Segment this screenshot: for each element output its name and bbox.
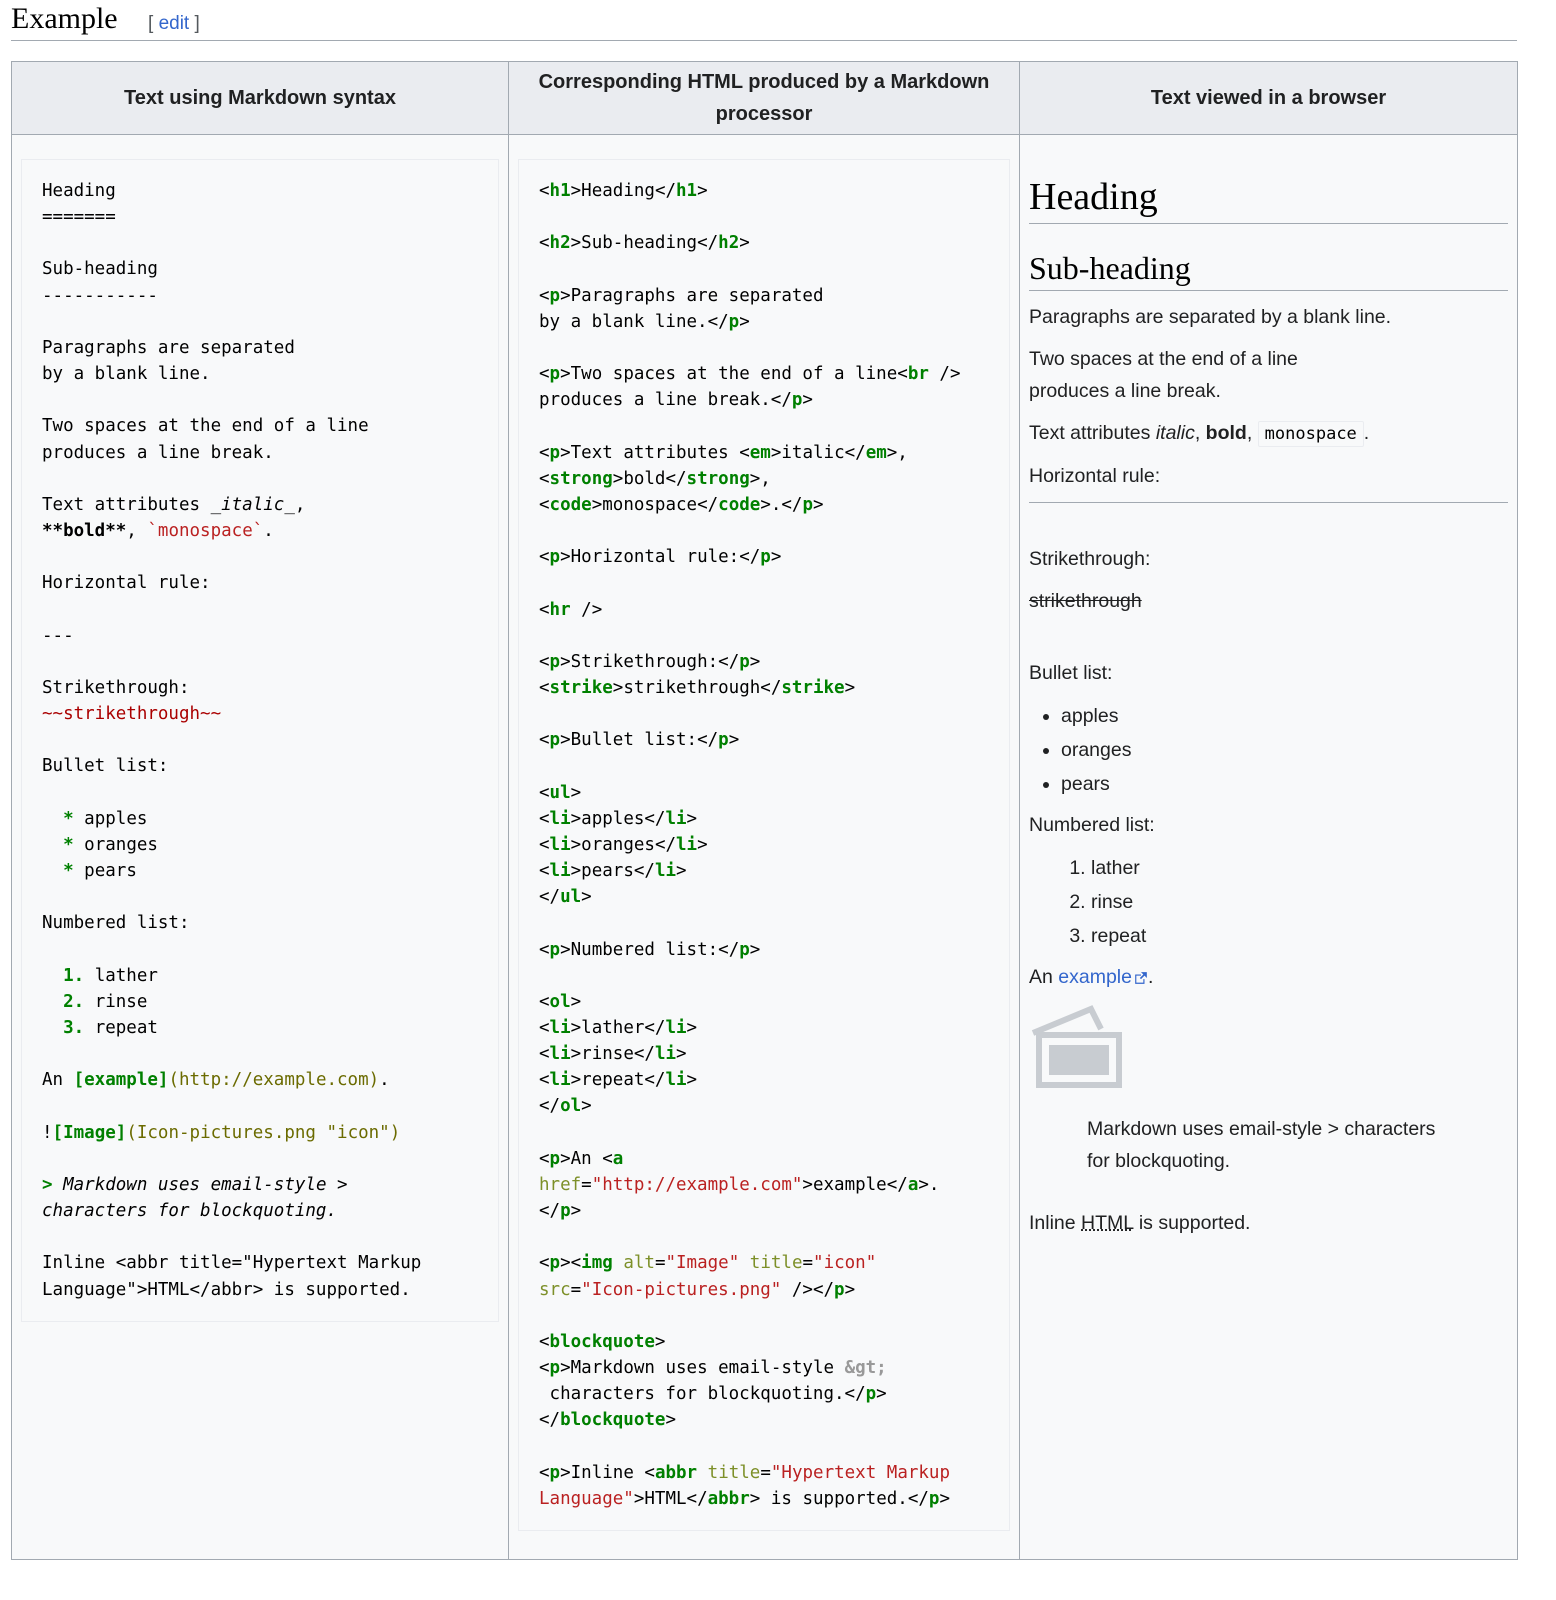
md-para2-line1: Two spaces at the end of a line — [42, 416, 369, 437]
md-bullet-item: apples — [84, 808, 148, 829]
md-hr-syntax: --- — [42, 625, 74, 646]
header-row — [12, 62, 1518, 135]
rendered-link-paragraph — [1029, 961, 1508, 993]
rendered-attr-bold: bold — [1205, 422, 1247, 444]
md-para1-line2: by a blank line. — [42, 364, 211, 385]
html-p1-line2: by a blank line. — [539, 311, 708, 332]
edit-link[interactable]: edit — [158, 13, 190, 34]
md-bullet-item: pears — [84, 861, 137, 882]
md-attr-end: . — [263, 521, 274, 542]
html-code-block: <h1>Heading</h1> <h2>Sub-heading</h2> <p>Paragraphs are separated by a blank line.</p> <p>Two spaces at the end of a line<br /> produces a line break.</p> <p>Text attributes <em>italic</em>, <strong>bold</strong>, <code>monospace</code>.</p> <p>Horizontal rule:</p> <hr /> <p>Strikethrough:</p> <strike>strikethrough</strike> <p>Bullet list:</p> <ul> <li>apples</li> <li>oranges</li> <li>pears</li> </ul> <p>Numbered list:</p> <ol> <li>lather</li> <li>rinse</li> <li>repeat</li> </ol> <p>An <a href="http://example.com">example</a>. </p> <p><img alt="Image" title="icon" src="Icon-pictures.png" /></p> <blockquote> <p>Markdown uses email-style &gt; characters for blockquoting.</p> </blockquote> <p>Inline <abbr title="Hypertext Markup Language">HTML</abbr> is supported.</p> — [518, 159, 1010, 1531]
header-html: Corresponding HTML produced by a Markdown processor — [509, 62, 1020, 135]
rendered-inline-html — [1029, 1207, 1508, 1239]
list-item: 1. lather — [1091, 851, 1508, 885]
rendered-para2 — [1029, 343, 1508, 407]
rendered-bullet-label: Bullet list: — [1029, 662, 1113, 684]
md-strike-label: Strikethrough: — [42, 677, 190, 698]
md-bullet-marker: * — [63, 861, 74, 882]
rendered-para2-line1: Two spaces at the end of a line — [1029, 348, 1298, 370]
html-inline-prefix: Inline — [570, 1462, 645, 1483]
html-p2-line1: Two spaces at the end of a line — [570, 364, 898, 385]
html-bullet-item: pears — [581, 861, 634, 882]
rendered-cell — [1020, 135, 1518, 1560]
rendered-blockquote — [1087, 1113, 1508, 1177]
rendered-attr-italic: italic — [1155, 422, 1195, 444]
markdown-code-block — [21, 159, 499, 1322]
html-numbered-item: repeat — [581, 1070, 645, 1091]
pictures-icon — [1029, 1003, 1125, 1093]
html-link-prefix: An — [570, 1148, 603, 1169]
md-image-src: (Icon-pictures.png "icon") — [126, 1122, 401, 1143]
html-quote-line2: characters for blockquoting. — [539, 1384, 845, 1405]
markdown-cell — [12, 135, 509, 1560]
md-inline-line2: Language">HTML</abbr> is supported. — [42, 1279, 411, 1300]
html-p1-line1: Paragraphs are separated — [570, 285, 824, 306]
md-heading-underline: ======= — [42, 207, 116, 228]
md-numbered-item: rinse — [94, 991, 148, 1012]
edit-section — [148, 13, 200, 35]
html-img-alt: "Image" — [665, 1253, 740, 1274]
md-numbered-marker: 3. — [63, 1018, 85, 1038]
rendered-attributes — [1029, 417, 1508, 450]
rendered-link-text: example — [1058, 966, 1132, 988]
rendered-strike-text: strikethrough — [1029, 590, 1142, 612]
html-abbr-text: HTML — [644, 1488, 687, 1509]
md-bullet-marker: * — [63, 834, 74, 855]
rendered-inline-prefix: Inline — [1029, 1212, 1082, 1234]
list-item: • oranges — [1061, 733, 1508, 767]
html-numbered-item: rinse — [581, 1044, 634, 1065]
html-attr-text: Text attributes — [570, 442, 740, 463]
rendered-abbr[interactable]: HTML — [1081, 1212, 1134, 1234]
list-item: • pears — [1061, 767, 1508, 801]
rendered-inline-suffix: is supported. — [1133, 1212, 1251, 1234]
html-bullet-item: oranges — [581, 834, 655, 855]
rendered-numbered-label: Numbered list: — [1029, 814, 1155, 836]
html-h1-text: Heading — [581, 181, 655, 201]
rendered-link-suffix: . — [1148, 966, 1154, 988]
html-img-title: "icon" — [813, 1253, 877, 1274]
rendered-attr-end: . — [1363, 422, 1370, 444]
md-numbered-label: Numbered list: — [42, 913, 190, 934]
md-quote-marker: > — [42, 1174, 53, 1195]
html-quote-entity: &gt; — [844, 1358, 887, 1379]
md-attr-comma: , — [294, 494, 306, 515]
rendered-quote-line2: for blockquoting. — [1087, 1150, 1231, 1172]
md-hr-label: Horizontal rule: — [42, 573, 211, 594]
rendered-heading: Heading — [1029, 175, 1508, 224]
html-strike-label: Strikethrough: — [570, 651, 719, 672]
rendered-para1: Paragraphs are separated by a blank line. — [1029, 306, 1392, 328]
md-numbered-item: lather — [94, 965, 158, 986]
html-cell — [509, 135, 1020, 1560]
rendered-para2-line2: produces a line break. — [1029, 380, 1221, 402]
md-heading: Heading — [42, 181, 116, 201]
md-attr-sep: , — [126, 521, 148, 542]
rendered-quote-paragraph — [1087, 1113, 1508, 1177]
rendered-numbered-list — [1029, 851, 1508, 953]
header-markdown: Text using Markdown syntax — [12, 62, 509, 135]
content-row — [12, 135, 1518, 1560]
md-bullet-item: oranges — [84, 834, 158, 855]
html-abbr-title-line1: "Hypertext Markup — [770, 1462, 951, 1483]
html-numbered-label: Numbered list: — [570, 939, 719, 960]
header-browser: Text viewed in a browser — [1020, 62, 1518, 135]
rendered-strike-label: Strikethrough: — [1029, 548, 1151, 570]
comparison-table — [11, 61, 1518, 1560]
rendered-quote-line1: Markdown uses email-style > characters — [1087, 1118, 1436, 1140]
html-h2-text: Sub-heading — [581, 233, 698, 254]
md-bullet-label: Bullet list: — [42, 756, 169, 777]
list-item: • apples — [1061, 699, 1508, 733]
md-link-text: [example] — [73, 1070, 169, 1091]
md-numbered-marker: 1. — [63, 965, 85, 986]
rendered-attr-sep1: , — [1194, 422, 1206, 444]
rendered-attr-text: Text attributes — [1029, 422, 1156, 444]
list-item: 2. rinse — [1091, 885, 1508, 919]
html-inline-suffix: is supported. — [760, 1488, 908, 1509]
html-attr-mono: monospace — [602, 494, 698, 515]
html-strike-text: strikethrough — [623, 677, 761, 698]
md-link-prefix: An — [42, 1070, 74, 1091]
md-subheading: Sub-heading — [42, 259, 158, 280]
md-attr-italic: _italic_ — [210, 494, 295, 515]
list-item: 3. repeat — [1091, 919, 1508, 953]
md-numbered-item: repeat — [94, 1018, 158, 1038]
rendered-attr-mono: monospace — [1258, 421, 1364, 447]
md-para2-line2: produces a line break. — [42, 442, 274, 463]
md-attr-mono: `monospace` — [147, 521, 264, 542]
md-quote-line2: characters for blockquoting. — [42, 1201, 338, 1222]
rendered-output — [1020, 135, 1517, 1239]
md-strike-syntax: ~~strikethrough~~ — [42, 704, 222, 725]
md-numbered-marker: 2. — [63, 991, 85, 1012]
md-quote-line1: Markdown uses email-style > — [52, 1174, 348, 1195]
edit-bracket-open: [ — [148, 13, 154, 34]
html-p2-line2: produces a line break. — [539, 390, 771, 411]
external-link-icon — [1134, 971, 1148, 985]
html-numbered-item: lather — [581, 1018, 645, 1038]
html-quote-line1: Markdown uses email-style — [570, 1358, 845, 1379]
rendered-example-link[interactable] — [1058, 966, 1148, 988]
html-attr-bold: bold — [623, 468, 666, 489]
md-image-bang: ! — [42, 1122, 53, 1143]
rendered-bullet-list — [1029, 699, 1508, 801]
rendered-subheading: Sub-heading — [1029, 250, 1508, 291]
html-hr-label: Horizontal rule: — [570, 547, 740, 568]
rendered-horizontal-rule — [1029, 502, 1508, 503]
html-bullet-label: Bullet list: — [570, 730, 698, 751]
md-attr-bold: **bold** — [42, 521, 127, 542]
rendered-hr-label: Horizontal rule: — [1029, 465, 1161, 487]
section-header — [11, 0, 1517, 41]
html-attr-italic: italic — [781, 442, 845, 463]
md-para1-line1: Paragraphs are separated — [42, 337, 295, 358]
html-img-src: "Icon-pictures.png" — [581, 1279, 782, 1300]
md-image-alt: [Image] — [52, 1122, 127, 1143]
section-title: Example — [11, 2, 118, 35]
md-inline-line1: Inline <abbr title="Hypertext Markup — [42, 1253, 422, 1274]
md-bullet-marker: * — [63, 808, 74, 829]
html-link-href: "http://example.com" — [591, 1174, 803, 1195]
md-link-url: (http://example.com) — [168, 1070, 380, 1091]
rendered-strike-paragraph — [1029, 585, 1508, 617]
md-attr-text: Text attributes — [42, 494, 211, 515]
rendered-link-prefix: An — [1029, 966, 1059, 988]
md-link-suffix: . — [379, 1070, 390, 1091]
html-bullet-item: apples — [581, 808, 645, 829]
rendered-attr-sep2: , — [1246, 422, 1258, 444]
edit-bracket-close: ] — [194, 13, 200, 34]
html-abbr-title-line2: Language" — [539, 1488, 634, 1509]
md-subheading-underline: ----------- — [42, 285, 158, 306]
html-link-text: example — [812, 1174, 887, 1195]
